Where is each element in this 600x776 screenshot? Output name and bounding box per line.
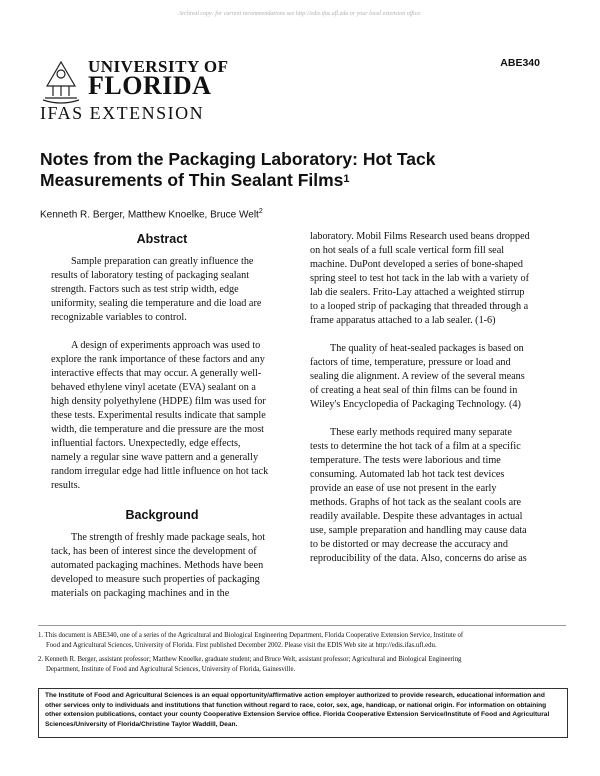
background-paragraph-2: The quality of heat-sealed packages is based on factors of time, temperature, pressure or load and sealing die alignment. A review of the several means of creating a heat seal of thin films can be found in Wiley's Encyclopedia of Packaging Technology. (4) — [310, 343, 525, 410]
authors — [40, 208, 263, 220]
logo-university: UNIVERSITY OF — [88, 57, 229, 76]
title-footnote-mark: 1 — [343, 173, 350, 185]
document-code: ABE340 — [500, 57, 540, 69]
footnote-1-line-2: Food and Agricultural Sciences, University of Florida. First published December 2002. Please visit the EDIS Web site at http://edis.ifas.ufl.edu. — [46, 641, 437, 649]
right-column — [310, 230, 532, 580]
background-paragraph-3: These early methods required many separate tests to determine the hot tack of a film at a specific temperature. The tests were laborious and time consuming. Automated lab hot tack test devices provide an ease of use not present in the early methods. Graphs of hot tack as the sealant cools are readily available. Despite these advantages in actual use, sample preparation and handling may cause data to be distorted or may decrease the accuracy and reproducibility of the data. Also, concerns do arise as — [310, 427, 527, 564]
logo-florida: FLORIDA — [88, 71, 212, 100]
page-title — [40, 149, 480, 191]
footnote-1-line-1: 1. This document is ABE340, one of a series of the Agricultural and Biological Engineering Department, Florida Cooperative Extension Service, Institute of — [38, 632, 464, 639]
abstract-paragraph-1: Sample preparation can greatly influence the results of laboratory testing of packaging sealant strength. Factors such as test strip width, edge uniformity, sealing die temperature and die load are recognizable variables to control. — [51, 256, 262, 323]
title-line-1: Notes from the Packaging Laboratory: Hot Tack — [40, 149, 436, 169]
left-column — [51, 231, 273, 615]
abstract-heading: Abstract — [136, 232, 188, 246]
footnote-2-line-2: Department, Institute of Food and Agricultural Sciences, University of Florida, Gainesville. — [46, 665, 296, 673]
archive-note: Archival copy: for current recommendations see http://edis.ifas.ufl.edu or your local extension office. — [178, 11, 422, 17]
abstract-paragraph-2: A design of experiments approach was used to explore the rank importance of these factors and any interactive effects that may occur. A generally well-behaved ethylene vinyl acetate (EVA) sealant on a high density polyethylene (HDPE) film was used for these tests. Experimental results indicate that sample width, die temperature and die pressure are the most influential factors. Unexpectedly, edge effects, namely a regular sine wave pattern and a generally random irregular edge had little influence on hot tack results. — [51, 340, 269, 491]
title-line-2: Measurements of Thin Sealant Films — [40, 170, 344, 190]
footnote-2-line-1: 2. Kenneth R. Berger, assistant professor; Matthew Knoelke, graduate student; and Bruce Welt, assistant professor; Agricultural and Biological Engineering — [38, 656, 462, 663]
background-paragraph-1: The strength of freshly made package seals, hot tack, has been of interest since the development of automated packaging machines. Methods have been developed to measure such properties of packaging materials on packaging machines and in the — [51, 532, 266, 599]
equal-opportunity-disclaimer: The Institute of Food and Agricultural Sciences is an equal opportunity/affirmative action employer authorized to provide research, educational information and other services only to individuals and institutions that function without regard to race, color, sex, age, handicap, or national origin. For information on obtaining other extension publications, contact your county Cooperative Extension Service office. Florida Cooperative Extension Service/Institute of Food and Agricultural Sciences/University of Florida/Christine Taylor Waddill, Dean. — [38, 688, 568, 738]
footnote-1 — [38, 631, 566, 650]
footnote-2 — [38, 655, 566, 674]
background-paragraph-1-cont: laboratory. Mobil Films Research used beans dropped on hot seals of a full scale vertical form fill seal machine. DuPont developed a series of bone-shaped spring steel to test hot tack in the lab with a variety of lab die sealers. Frito-Lay attached a weighted stirrup to a looped strip of packaging that threaded through a frame apparatus attached to a lab sealer. (1-6) — [310, 231, 530, 326]
logo-ifas-extension: IFAS EXTENSION — [40, 103, 205, 123]
background-heading: Background — [125, 508, 199, 522]
author-names: Kenneth R. Berger, Matthew Knoelke, Bruce Welt — [40, 209, 259, 221]
footnote-divider — [38, 625, 566, 626]
authors-footnote-mark: 2 — [258, 208, 263, 215]
